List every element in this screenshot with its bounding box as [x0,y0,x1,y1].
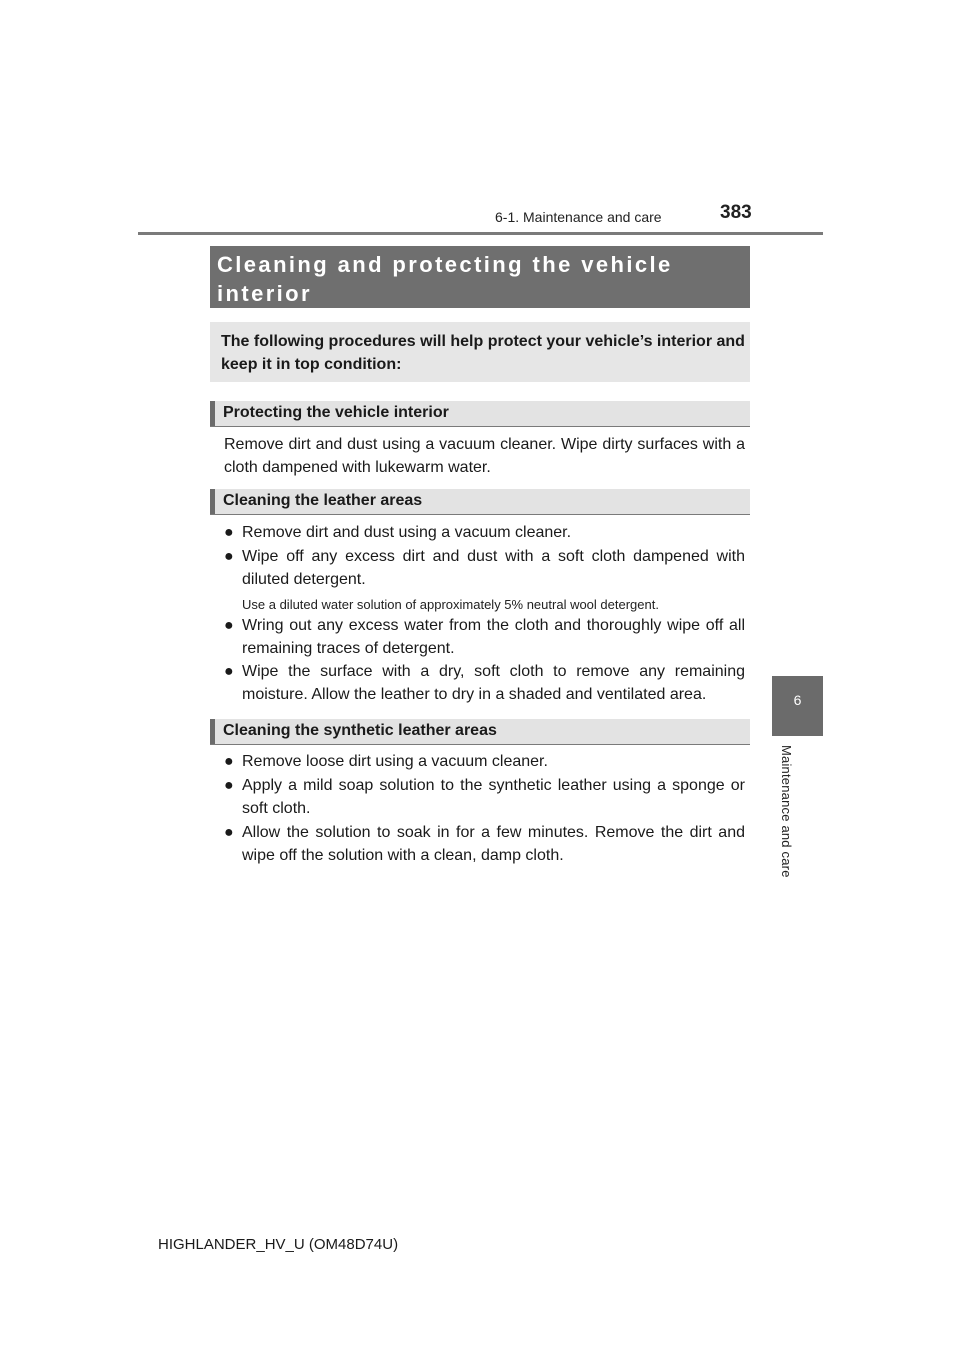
list-item [224,545,745,591]
note-text: Use a diluted water solution of approximately 5% neutral wool detergent. [242,597,659,612]
section-paragraph: Remove dirt and dust using a vacuum cleaner. Wipe dirty surfaces with a cloth dampened with lukewarm water. [224,436,745,476]
section-heading-text: Cleaning the synthetic leather areas [223,722,497,739]
footer-model-code: HIGHLANDER_HV_U (OM48D74U) [158,1236,399,1253]
bullet-icon: ● [224,824,234,841]
bullet-icon: ● [224,663,234,680]
section-heading-text: Protecting the vehicle interior [223,404,449,421]
intro-box [210,322,750,382]
list-item-text: Remove loose dirt using a vacuum cleaner. [242,753,548,770]
section-heading-synthetic-leather [210,719,750,745]
bullet-icon: ● [224,777,234,794]
header-section-title: 6-1. Maintenance and care [495,209,662,225]
list-item [224,774,745,820]
section-heading-leather [210,489,750,515]
list-item-text: Wipe off any excess dirt and dust with a soft cloth dampened with diluted detergent. [242,548,745,588]
page-title: Cleaning and protecting the vehicle interior [217,252,673,306]
bullet-icon: ● [224,753,234,770]
chapter-tab-number: 6 [793,692,802,708]
page-title-banner [210,246,750,308]
list-item [224,521,745,544]
header-divider [138,232,823,235]
section-heading-text: Cleaning the leather areas [223,492,423,509]
page-number: 383 [720,202,752,223]
list-item [224,750,745,773]
intro-text: The following procedures will help protect your vehicle’s interior and keep it in top condition: [221,333,745,373]
list-item-text: Allow the solution to soak in for a few minutes. Remove the dirt and wipe off the solution with a clean, damp cloth. [242,824,745,864]
list-item [224,614,745,660]
bullet-icon: ● [224,617,234,634]
section-heading-protecting [210,401,750,427]
list-item-text: Wipe the surface with a dry, soft cloth to remove any remaining moisture. Allow the leather to dry in a shaded and ventilated area. [242,663,745,703]
list-item-text: Remove dirt and dust using a vacuum cleaner. [242,524,572,541]
list-item [224,660,745,706]
chapter-tab-label: Maintenance and care [779,745,794,878]
bullet-icon: ● [224,524,234,541]
chapter-tab[interactable] [772,676,823,736]
list-item [224,821,745,867]
list-item-text: Apply a mild soap solution to the synthetic leather using a sponge or soft cloth. [242,777,745,817]
list-item-text: Wring out any excess water from the cloth and thoroughly wipe off all remaining traces of detergent. [242,617,745,657]
bullet-icon: ● [224,548,234,565]
